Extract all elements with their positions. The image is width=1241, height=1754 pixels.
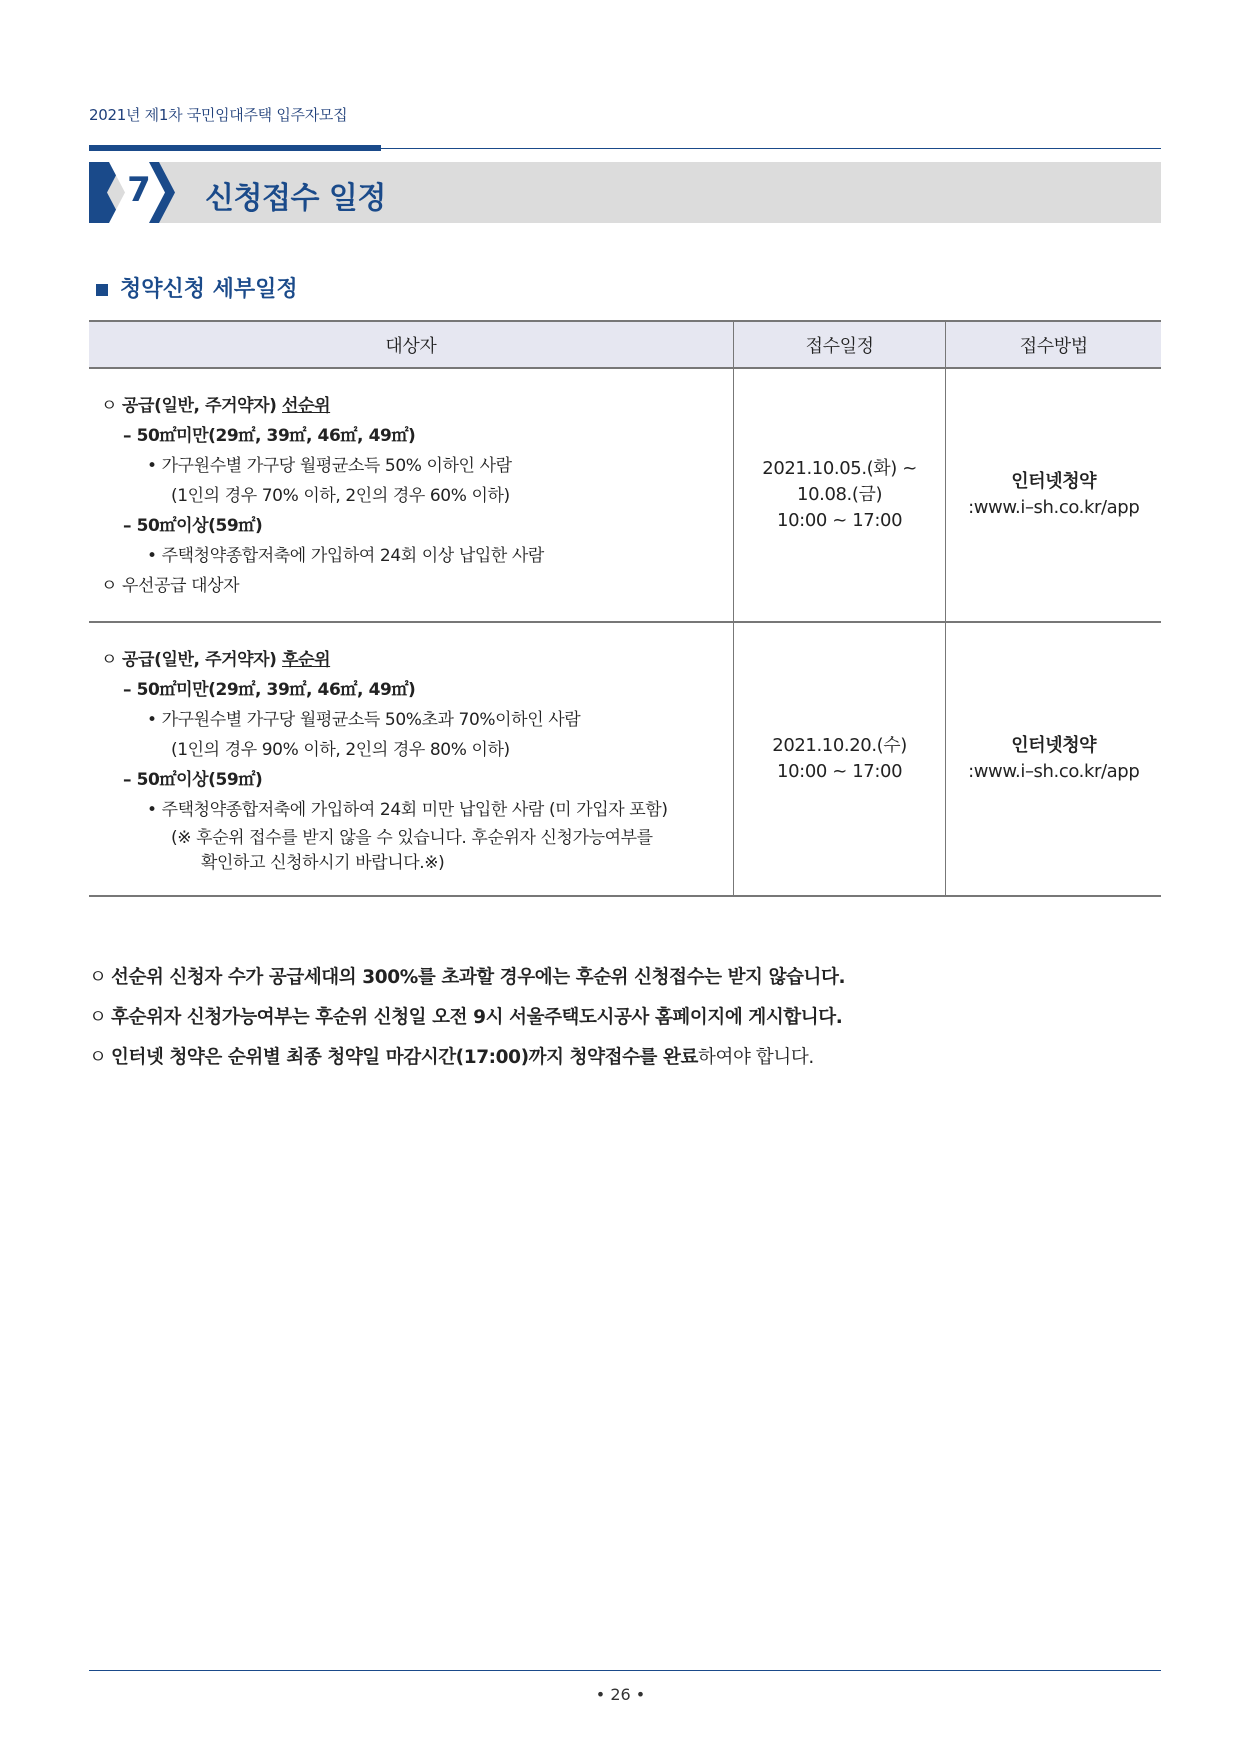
header-rule-thick — [89, 145, 381, 151]
target-line: (1인의 경우 70% 이하, 2인의 경우 60% 이하) — [171, 486, 510, 506]
header-rule-thin — [381, 148, 1161, 149]
schedule-table — [89, 320, 1161, 897]
column-header-schedule: 접수일정 — [733, 321, 946, 368]
method-url: :www.i–sh.co.kr/app — [968, 761, 1140, 782]
target-cell — [89, 622, 733, 896]
table-row — [89, 368, 1161, 622]
target-line: (1인의 경우 90% 이하, 2인의 경우 80% 이하) — [171, 740, 510, 760]
method-url: :www.i–sh.co.kr/app — [968, 497, 1140, 518]
target-line: (※ 후순위 접수를 받지 않을 수 있습니다. 후순위자 신청가능여부를 — [171, 828, 653, 848]
section-title: 신청접수 일정 — [205, 181, 386, 216]
schedule-line: 10:00 ~ 17:00 — [777, 510, 903, 531]
target-line: • 가구원수별 가구당 월평균소득 50% 이하인 사람 — [147, 456, 512, 476]
note-bold-text: 후순위자 신청가능여부는 후순위 신청일 오전 9시 서울주택도시공사 홈페이지에 게시합니다. — [111, 1007, 843, 1028]
notes-list — [89, 958, 1169, 1078]
circle-bullet: ㅇ — [89, 967, 107, 988]
circle-bullet: ㅇ — [101, 650, 123, 670]
target-line: – 50㎡이상(59㎡) — [123, 770, 263, 790]
schedule-line: 2021.10.05.(화) ~ — [762, 458, 917, 479]
target-line: • 주택청약종합저축에 가입하여 24회 미만 납입한 사람 (미 가입자 포함) — [147, 800, 668, 820]
target-line: 확인하고 신청하시기 바랍니다.※) — [201, 853, 445, 873]
method-name: 인터넷청약 — [1011, 471, 1097, 492]
note-item — [89, 1038, 1169, 1078]
schedule-line: 2021.10.20.(수) — [772, 735, 907, 756]
note-bold-text: 선순위 신청자 수가 공급세대의 300%를 초과할 경우에는 후순위 신청접수는 받지 않습니다. — [111, 967, 846, 988]
footer-rule — [89, 1670, 1161, 1671]
note-item — [89, 998, 1169, 1038]
target-cell — [89, 368, 733, 622]
schedule-cell — [733, 622, 946, 896]
supply-type: 공급(일반, 주거약자) — [122, 650, 283, 670]
method-cell — [946, 622, 1161, 896]
target-line: ㅇ 우선공급 대상자 — [101, 576, 240, 596]
column-header-target: 대상자 — [89, 321, 733, 368]
column-header-method: 접수방법 — [946, 321, 1161, 368]
target-line — [101, 391, 727, 421]
note-item — [89, 958, 1169, 998]
method-name: 인터넷청약 — [1011, 735, 1097, 756]
subsection-title: 청약신청 세부일정 — [120, 277, 298, 302]
target-line: – 50㎡미만(29㎡, 39㎡, 46㎡, 49㎡) — [123, 426, 416, 446]
target-line: • 가구원수별 가구당 월평균소득 50%초과 70%이하인 사람 — [147, 710, 581, 730]
schedule-line: 10:00 ~ 17:00 — [777, 761, 903, 782]
table-row — [89, 622, 1161, 896]
schedule-cell — [733, 368, 946, 622]
table-header-row — [89, 321, 1161, 368]
circle-bullet: ㅇ — [89, 1047, 107, 1068]
note-bold-text: 인터넷 청약은 순위별 최종 청약일 마감시간(17:00)까지 청약접수를 완료 — [111, 1047, 699, 1068]
target-line: – 50㎡미만(29㎡, 39㎡, 46㎡, 49㎡) — [123, 680, 416, 700]
document-header-title: 2021년 제1차 국민임대주택 입주자모집 — [89, 106, 348, 124]
note-text: 하여야 합니다. — [698, 1047, 814, 1068]
method-cell — [946, 368, 1161, 622]
circle-bullet: ㅇ — [89, 1007, 107, 1028]
page-number: • 26 • — [595, 1685, 646, 1704]
schedule-line: 10.08.(금) — [797, 484, 883, 505]
circle-bullet: ㅇ — [101, 396, 123, 416]
priority-label: 선순위 — [282, 396, 331, 416]
target-line: – 50㎡이상(59㎡) — [123, 516, 263, 536]
target-line: • 주택청약종합저축에 가입하여 24회 이상 납입한 사람 — [147, 546, 544, 566]
supply-type: 공급(일반, 주거약자) — [122, 396, 283, 416]
priority-label: 후순위 — [282, 650, 331, 670]
target-line — [101, 645, 727, 675]
section-number: 7 — [127, 170, 151, 210]
square-bullet-icon — [96, 284, 108, 296]
